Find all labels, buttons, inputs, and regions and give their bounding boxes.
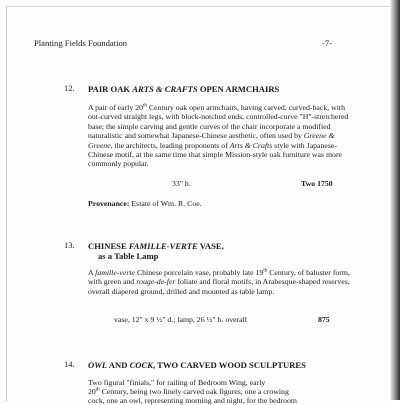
page-number: -7-: [322, 38, 333, 48]
header-organization: Planting Fields Foundation: [34, 38, 128, 48]
page-edge-shadow: [390, 0, 400, 400]
lot-price-13: 875: [318, 315, 330, 324]
lot-dimensions-13: vase, 12" x 9 ½" d.; lamp, 26 ½" h. overall: [114, 315, 247, 324]
lot-description-12: A pair of early 20th Century oak open armchairs, having carved, curved-back, with out-curved straight legs, with block-notched ends, controlled-curve "H"-stretchered base; the simple carving and gentle curves of the chair incorporate a modified naturalistic and somewhat Japanese-Chinese aesthetic, often used by Greene & Greene, the architects, leading proponents of Arts & Crafts style with Japanese-Chinese motif, at the same time that simple Mission-style oak furniture was more commonly popular.: [88, 103, 349, 169]
lot-provenance-12: Provenance: Estate of Wm. R. Coe.: [88, 199, 202, 208]
lot-dimensions-12: 33" h.: [172, 179, 191, 188]
lot-subtitle-13: as a Table Lamp: [98, 251, 159, 261]
lot-title-14: OWL AND COCK, TWO CARVED WOOD SCULPTURES: [88, 360, 306, 370]
lot-description-14-line-2: 20th Century, being two finely carved oak figures, one a crowing: [88, 387, 289, 396]
lot-number-12: 12.: [64, 84, 75, 93]
lot-description-14-line-1: Two figural "finials," for railing of Bedroom Wing, early: [88, 378, 266, 387]
lot-price-12: Two 1750: [301, 179, 333, 188]
lot-title-12: PAIR OAK ARTS & CRAFTS OPEN ARMCHAIRS: [88, 84, 280, 94]
lot-description-13: A famille-verte Chinese porcelain vase, probably late 19th Century, of baluster form, with green and rouge-de-fer foliate and floral motifs, in Arabesque-shaped reserves, overall diapered ground, drilled and mounted as table lamp.: [88, 268, 350, 296]
lot-description-14-line-3: cock, one an owl, representing morning and night, for the bedroom: [88, 396, 297, 405]
lot-number-13: 13.: [64, 241, 75, 250]
lot-title-13: CHINESE FAMILLE-VERTE VASE,: [88, 241, 224, 251]
lot-number-14: 14.: [64, 360, 75, 369]
